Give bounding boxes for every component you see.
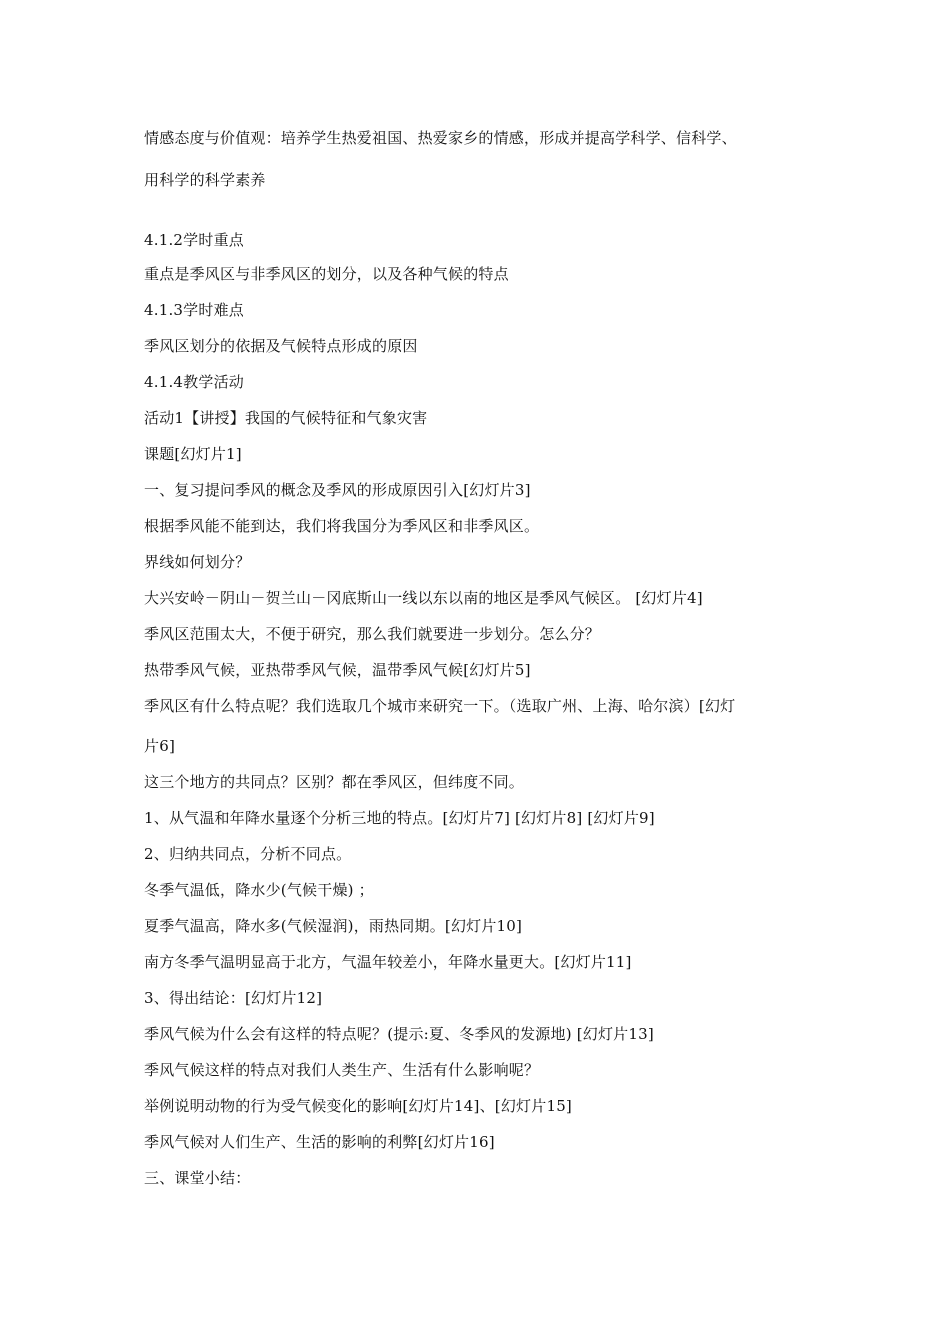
text-line-boundary: 大兴安岭－阴山－贺兰山－冈底斯山一线以东以南的地区是季风气候区。 [幻灯片4] <box>144 589 703 607</box>
list-item-step-1: 1、从气温和年降水量逐个分析三地的特点。[幻灯片7] [幻灯片8] [幻灯片9] <box>144 809 655 827</box>
text-line-climate-types: 热带季风气候，亚热带季风气候，温带季风气候[幻灯片5] <box>144 661 531 679</box>
text-line-subdivide: 季风区范围太大，不便于研究，那么我们就要进一步划分。怎么分？ <box>144 625 601 643</box>
text-line-cities: 季风区有什么特点呢？我们选取几个城市来研究一下。（选取广州、上海、哈尔滨）[幻灯 <box>144 697 736 715</box>
list-item-step-3: 3、得出结论：[幻灯片12] <box>144 989 323 1007</box>
list-item-step-2: 2、归纳共同点，分析不同点。 <box>144 845 352 863</box>
text-line-common-points: 这三个地方的共同点？区别？都在季风区，但纬度不同。 <box>144 773 525 791</box>
text-line-difficulties: 季风区划分的依据及气候特点形成的原因 <box>144 337 418 355</box>
text-line-impact: 季风气候这样的特点对我们人类生产、生活有什么影响呢？ <box>144 1061 540 1079</box>
text-line-values-objective-cont: 用科学的科学素养 <box>144 171 266 189</box>
text-line-pros-cons: 季风气候对人们生产、生活的影响的利弊[幻灯片16] <box>144 1133 495 1151</box>
text-line-question-boundary: 界线如何划分？ <box>144 553 251 571</box>
text-line-values-objective: 情感态度与价值观：培养学生热爱祖国、热爱家乡的情感，形成并提高学科学、信科学、 <box>144 129 737 147</box>
text-line-topic: 课题[幻灯片1] <box>144 445 242 463</box>
text-line-division: 根据季风能不能到达，我们将我国分为季风区和非季风区。 <box>144 517 540 535</box>
text-line-winter: 冬季气温低，降水少(气候干燥) ； <box>144 881 374 899</box>
section-heading-difficulties: 4.1.3学时难点 <box>144 301 244 319</box>
text-line-why: 季风气候为什么会有这样的特点呢？(提示:夏、冬季风的发源地) [幻灯片13] <box>144 1025 654 1043</box>
text-line-activity-1: 活动1【讲授】我国的气候特征和气象灾害 <box>144 409 428 427</box>
text-line-south-north: 南方冬季气温明显高于北方，气温年较差小，年降水量更大。[幻灯片11] <box>144 953 632 971</box>
section-heading-activities: 4.1.4教学活动 <box>144 373 244 391</box>
text-line-review: 一、复习提问季风的概念及季风的形成原因引入[幻灯片3] <box>144 481 531 499</box>
text-line-cities-cont: 片6] <box>144 737 175 755</box>
text-line-key-points: 重点是季风区与非季风区的划分，以及各种气候的特点 <box>144 265 509 283</box>
section-heading-key-points: 4.1.2学时重点 <box>144 231 244 249</box>
section-heading-summary: 三、课堂小结： <box>144 1169 251 1187</box>
text-line-summer: 夏季气温高，降水多(气候湿润)，雨热同期。[幻灯片10] <box>144 917 523 935</box>
text-line-animals: 举例说明动物的行为受气候变化的影响[幻灯片14]、[幻灯片15] <box>144 1097 572 1115</box>
